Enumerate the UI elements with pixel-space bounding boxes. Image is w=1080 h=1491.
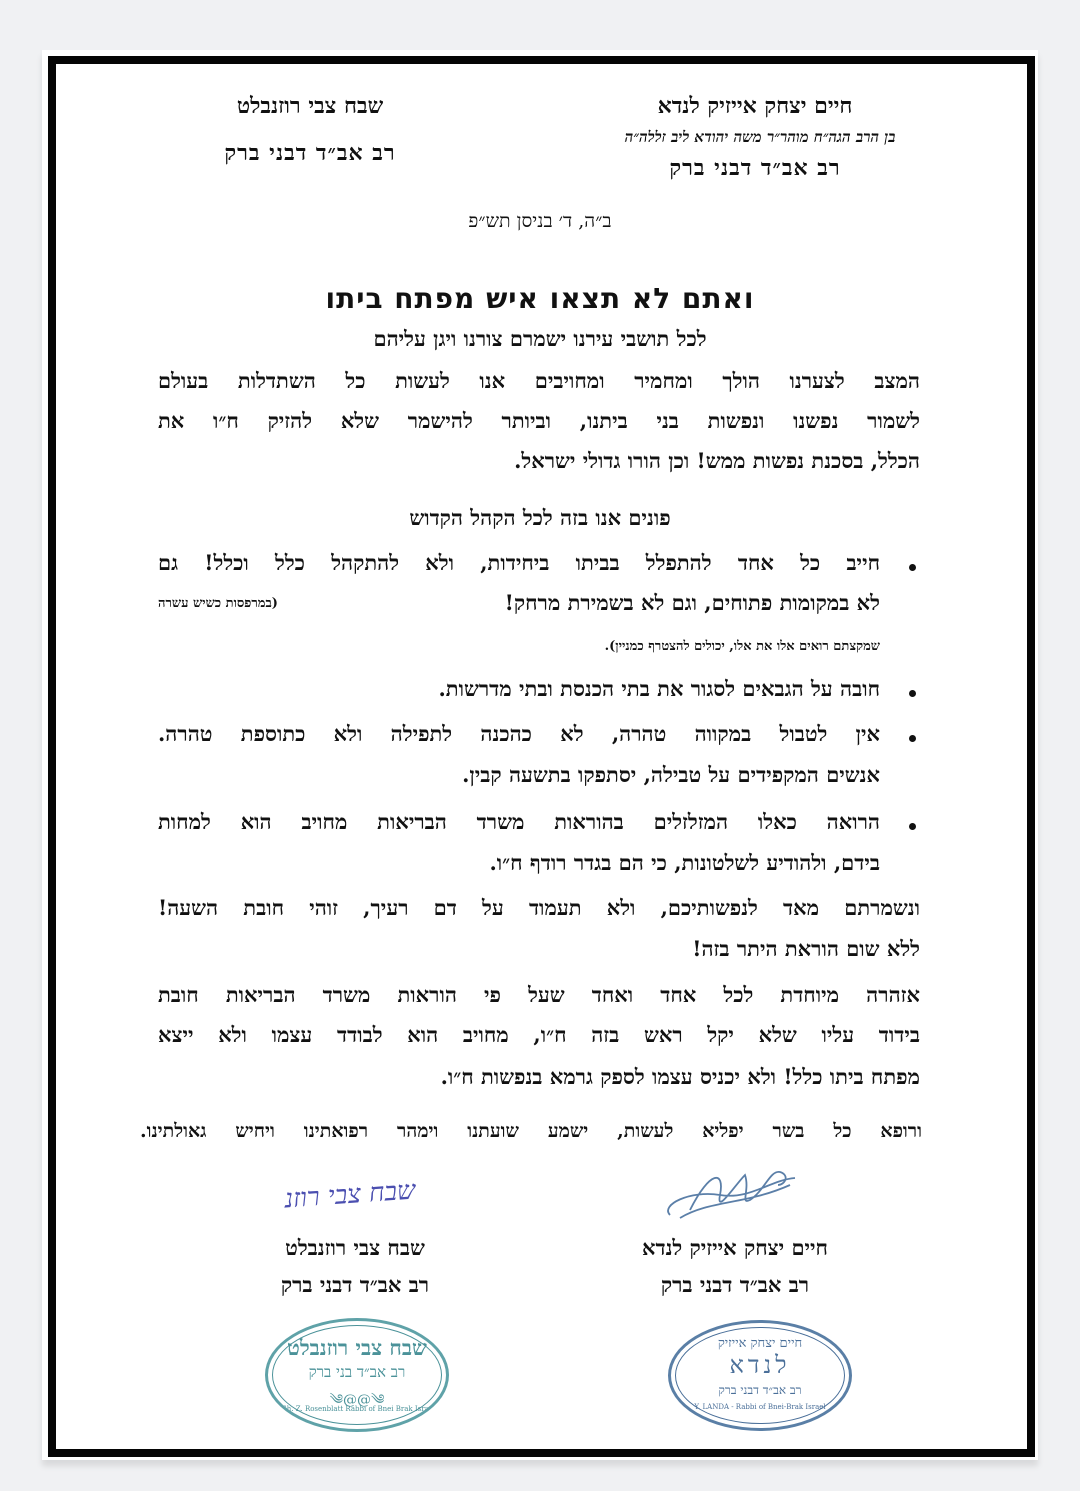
signature-right-handwriting bbox=[650, 1160, 810, 1230]
bullet-2-line: חובה על הגבאים לסגור את בתי הכנסת ובתי מדרשות. bbox=[438, 676, 880, 701]
stamp-left-ornament: ༄@@༄ bbox=[329, 1392, 385, 1408]
signature-left-handwriting: שבח צבי רוזנ bbox=[283, 1175, 417, 1215]
bullet-dot bbox=[909, 735, 916, 742]
intro-line: לשמור נפשנו ונפשות בני ביתנו, וביותר להישמר שלא להזיק ח״ו את bbox=[158, 408, 920, 433]
intro-line: המצב לצערנו הולך ומחמיר ומחויבים אנו לעשות כל השתדלות בעולם bbox=[158, 368, 920, 393]
document-border bbox=[48, 56, 1035, 1457]
signature-right-title: רב אב״ד דבני ברק bbox=[660, 1272, 810, 1297]
stamp-left-english: Sh. Z. Rosenblatt Rabbi of Bnei Brak Israel bbox=[282, 1405, 436, 1413]
signature-right-name: חיים יצחק אייזיק לנדא bbox=[642, 1235, 828, 1260]
stamp-left bbox=[265, 1318, 449, 1432]
bullet-1-note-line: שמקצתם רואים אלו את אלו, יכולים להצטרף כמניין). bbox=[604, 639, 880, 654]
bullet-4-line: בידם, ולהודיע לשלטונות, כי הם בגדר רודף ח״ו. bbox=[489, 850, 880, 875]
stamp-right-surname: לנדא bbox=[729, 1351, 791, 1379]
warning-line: ללא שום הוראת היתר בזה! bbox=[692, 936, 920, 961]
bullet-1-line: חייב כל אחד להתפלל בביתו ביחידות, ולא להתקהל כלל וכלל! גם bbox=[158, 550, 880, 575]
bullet-1-note: (במרפסות כשיש עשרה bbox=[158, 596, 278, 611]
bullet-1-text: לא במקומות פתוחים, וגם לא בשמירת מרחק! bbox=[504, 590, 880, 615]
stamp-right-title: רב אב״ד דבני ברק bbox=[718, 1383, 802, 1397]
document-subheadline: לכל תושבי עירנו ישמרם צורנו ויגן עליהם bbox=[373, 326, 707, 351]
stamp-right bbox=[668, 1320, 852, 1431]
section-title: פונים אנו בזה לכל הקהל הקדוש bbox=[409, 505, 671, 530]
header-right-lineage: בן הרב הגה״ח מוהר״ר משה יהודא ליב זללה״ה bbox=[624, 128, 896, 146]
stamp-left-name: שבח צבי רוזנבלט bbox=[287, 1335, 427, 1360]
intro-line: הכלל, בסכנת נפשות ממש! וכן הורו גדולי ישראל. bbox=[514, 448, 920, 473]
bullet-3-line: אנשים המקפידים על טבילה, יסתפקו בתשעה קבין. bbox=[462, 762, 880, 787]
special-warning-line: מפתח ביתו כלל! ולא יכניס עצמו לספק גרמא בנפשות ח״ו. bbox=[440, 1064, 920, 1089]
signature-left-name: שבח צבי רוזנבלט bbox=[285, 1235, 425, 1260]
document-headline: ואתם לא תצאו איש מפתח ביתו bbox=[325, 282, 755, 315]
special-warning-line: אזהרה מיוחדת לכל אחד ואחד שעל פי הוראות משרד הבריאות חובת bbox=[158, 982, 920, 1007]
bullet-4-line: הרואה כאלו המזלזלים בהוראות משרד הבריאות מחויב הוא למחות bbox=[158, 809, 880, 834]
document-date: ב״ה, ד׳ בניסן תש״פ bbox=[468, 210, 612, 232]
bullet-dot bbox=[909, 823, 916, 830]
header-right-title: רב אב״ד דבני ברק bbox=[669, 155, 841, 181]
special-warning-line: בידוד עליו שלא יקל ראש בזה ח״ו, מחויב הוא לבודד עצמו ולא ייצא bbox=[158, 1022, 920, 1047]
header-left-title: רב אב״ד דבני ברק bbox=[224, 140, 396, 166]
header-left-name: שבח צבי רוזנבלט bbox=[236, 93, 384, 119]
bullet-dot bbox=[909, 564, 916, 571]
stamp-right-english: Y. LANDA - Rabbi of Bnei-Brak Israel bbox=[694, 1403, 826, 1411]
bullet-1-line bbox=[158, 590, 880, 616]
warning-line: ונשמרתם מאד לנפשותיכם, ולא תעמוד על דם רעיך, זוהי חובת השעה! bbox=[158, 895, 920, 920]
bullet-3-line: אין לטבול במקווה טהרה, לא כהכנה לתפילה ולא כתוספת טהרה. bbox=[158, 721, 880, 746]
stamp-right-name: חיים יצחק אייזיק bbox=[717, 1336, 803, 1351]
header-right-name: חיים יצחק אייזיק לנדא bbox=[657, 93, 853, 119]
bullet-dot bbox=[909, 690, 916, 697]
closing-line: ורופא כל בשר יפליא לעשות, ישמע שועתנו וימהר רפואתינו ויחיש גאולתינו. bbox=[140, 1120, 922, 1142]
signature-left-title: רב אב״ד דבני ברק bbox=[280, 1272, 430, 1297]
stamp-left-title: רב אב״ד בני ברק bbox=[308, 1363, 406, 1381]
